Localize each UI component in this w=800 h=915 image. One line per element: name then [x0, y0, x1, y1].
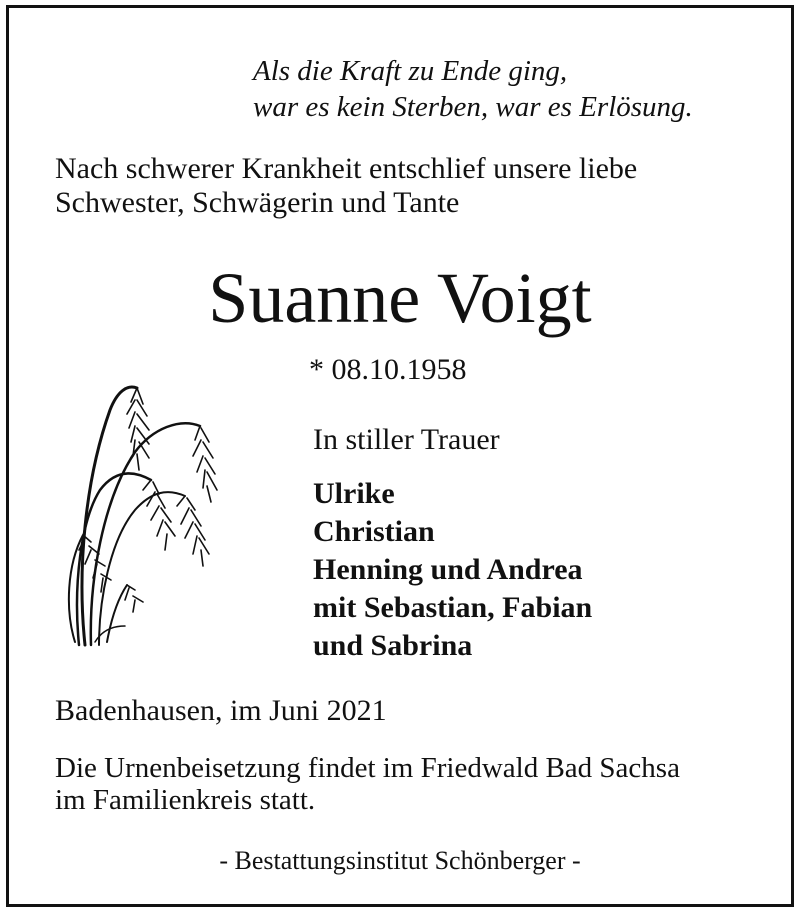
mourner-name: und Sabrina	[313, 629, 473, 662]
burial-notice-line-2: im Familienkreis statt.	[55, 784, 316, 816]
grass-icon	[55, 370, 240, 660]
intro-line-2: Schwester, Schwägerin und Tante	[55, 186, 460, 219]
mourning-label: In stiller Trauer	[313, 423, 500, 456]
deceased-name: Suanne Voigt	[208, 258, 592, 338]
intro-line-1: Nach schwerer Krankheit entschlief unsere liebe	[55, 152, 638, 185]
place-date: Badenhausen, im Juni 2021	[55, 694, 387, 727]
mourner-name: Christian	[313, 515, 435, 548]
mourner-name: Ulrike	[313, 477, 395, 510]
burial-notice-line-1: Die Urnenbeisetzung findet im Friedwald Bad Sachsa	[55, 752, 680, 784]
burial-notice	[55, 752, 680, 816]
birth-date: * 08.10.1958	[309, 353, 467, 386]
undertaker-credit: - Bestattungsinstitut Schönberger -	[219, 846, 581, 875]
mourner-name: Henning und Andrea	[313, 553, 583, 586]
intro-text	[55, 152, 637, 220]
mourners-list	[313, 475, 592, 665]
motto-verse	[253, 53, 693, 125]
motto-line-1: Als die Kraft zu Ende ging,	[253, 55, 568, 87]
mourner-name: mit Sebastian, Fabian	[313, 591, 593, 624]
motto-line-2: war es kein Sterben, war es Erlösung.	[253, 91, 693, 123]
